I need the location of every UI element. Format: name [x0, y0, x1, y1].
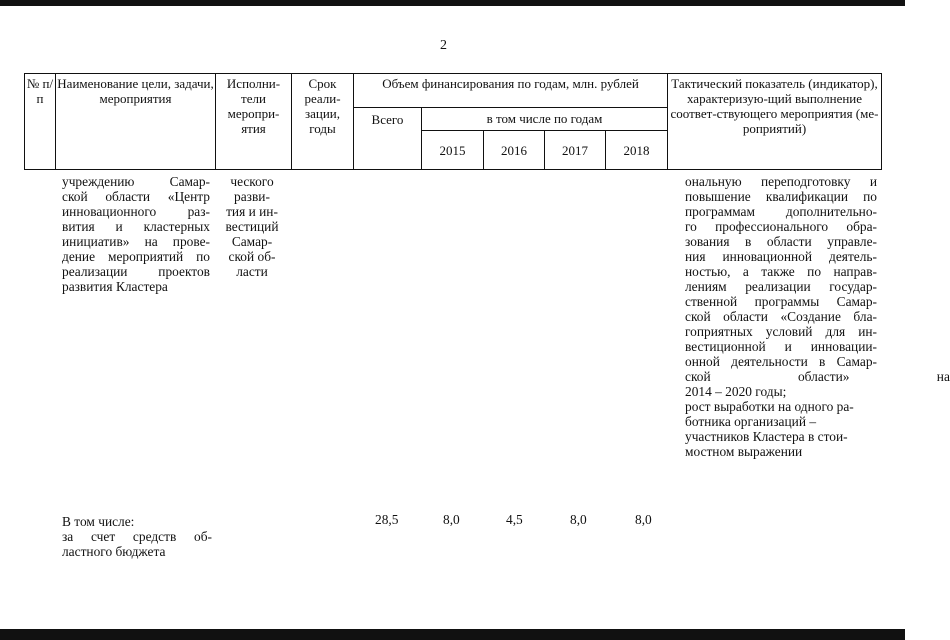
row-executor-line: разви- — [234, 189, 270, 204]
row-indicator-line: гоприятных условий для ин- — [685, 324, 877, 339]
row-indicator-line: ностью, а также по направ- — [685, 264, 877, 279]
header-year-2018: 2018 — [606, 131, 668, 170]
row-indicator-line: зования в области управле- — [685, 234, 877, 249]
row-indicator-line: повышение квалификации по — [685, 189, 877, 204]
subtotal-label-line: ластного бюджета — [62, 544, 166, 559]
row-indicator-line: 2014 – 2020 годы; — [685, 384, 787, 399]
row-indicator-line: ской области «Создание бла- — [685, 309, 877, 324]
row-indicator-line: программам дополнительно- — [685, 204, 877, 219]
header-year-2016: 2016 — [484, 131, 545, 170]
row-indicator-line: онной деятельности в Самар- — [685, 354, 877, 369]
row-indicator-line: рост выработки на одного ра- — [685, 399, 854, 414]
table-header — [24, 73, 882, 170]
row-name-line: инновационного раз- — [62, 204, 210, 219]
row-indicator-line: ственной программы Самар- — [685, 294, 877, 309]
row-executor-line: ласти — [236, 264, 268, 279]
row-indicator-line: участников Кластера в стои- — [685, 429, 848, 444]
row-name-cell — [62, 174, 210, 294]
row-indicator-line: ской области» на — [685, 369, 950, 384]
subtotal-label-line: за счет средств об- — [62, 529, 212, 544]
subtotal-label-cell — [62, 514, 212, 559]
row-executor-cell — [217, 174, 287, 279]
row-name-line: реализации проектов — [62, 264, 210, 279]
row-name-line: развития Кластера — [62, 279, 168, 294]
subtotal-2016: 4,5 — [506, 512, 523, 527]
row-executor-line: Самар- — [231, 234, 273, 249]
header-col-total: Всего — [354, 108, 422, 170]
header-col-term: Срок реали-зации, годы — [292, 74, 354, 170]
header-year-2015: 2015 — [422, 131, 484, 170]
row-executor-line: ской об- — [228, 249, 276, 264]
row-indicator-line: ональную переподготовку и — [685, 174, 877, 189]
page-number: 2 — [440, 38, 447, 53]
header-year-2017: 2017 — [545, 131, 606, 170]
row-indicator-line: ботника организаций – — [685, 414, 817, 429]
subtotal-label-line: В том числе: — [62, 514, 135, 529]
row-indicator-line: вестиционной и инновации- — [685, 339, 877, 354]
header-col-funding: Объем финансирования по годам, млн. рублей — [354, 74, 668, 108]
header-col-name: Наименование цели, задачи, мероприятия — [56, 74, 216, 170]
row-name-line: дение мероприятий по — [62, 249, 210, 264]
row-indicator-line: ния инновационной деятель- — [685, 249, 877, 264]
subtotal-2017: 8,0 — [570, 512, 587, 527]
top-rule — [0, 0, 905, 6]
header-col-indicator: Тактический показатель (индикатор), характеризую-щий выполнение соответ-ствующего мероприятия (ме-роприятий) — [668, 74, 882, 170]
subtotal-2015: 8,0 — [443, 512, 460, 527]
row-executor-line: вестиций — [225, 219, 279, 234]
subtotal-total: 28,5 — [375, 512, 399, 527]
row-executor-line: ческого — [230, 174, 274, 189]
row-name-line: учреждению Самар- — [62, 174, 210, 189]
bottom-rule — [0, 629, 905, 640]
header-col-by-years: в том числе по годам — [422, 108, 668, 131]
row-executor-line: тия и ин- — [226, 204, 278, 219]
subtotal-2018: 8,0 — [635, 512, 652, 527]
header-col-executor: Исполни-тели меропри-ятия — [216, 74, 292, 170]
row-name-line: ской области «Центр — [62, 189, 210, 204]
row-indicator-line: мостном выражении — [685, 444, 803, 459]
row-indicator-line: го профессионального обра- — [685, 219, 877, 234]
row-indicator-line: лениям реализации государ- — [685, 279, 877, 294]
row-name-line: вития и кластерных — [62, 219, 210, 234]
row-name-line: инициатив» на прове- — [62, 234, 210, 249]
row-indicator-cell — [685, 174, 950, 459]
header-col-no: № п/п — [25, 74, 56, 170]
